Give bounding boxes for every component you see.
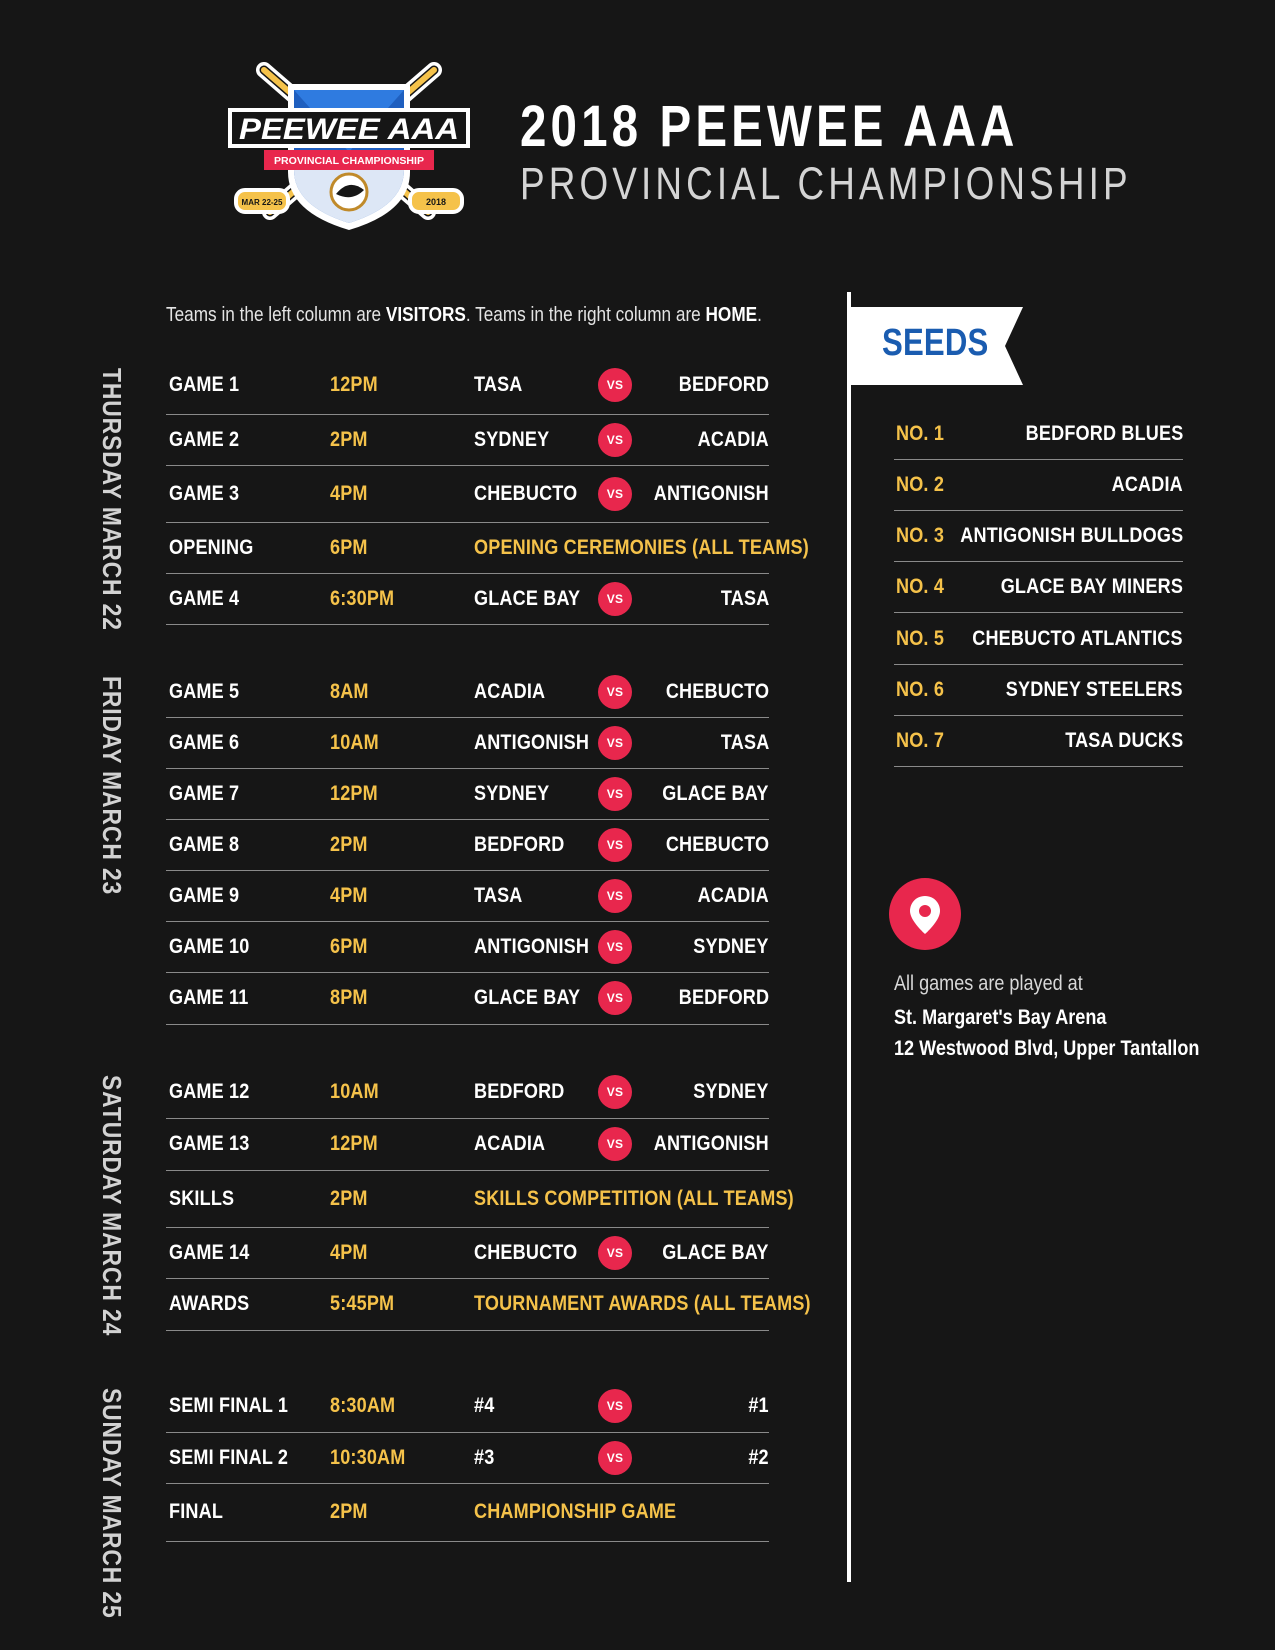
seed-team-text: ANTIGONISH BULLDOGS: [960, 523, 1183, 547]
svg-text:PROVINCIAL CHAMPIONSHIP: PROVINCIAL CHAMPIONSHIP: [274, 156, 425, 167]
event-label-text: SKILLS COMPETITION (ALL TEAMS): [474, 1186, 794, 1210]
visitor-team: [474, 1394, 498, 1418]
game-label-text: GAME 6: [169, 730, 240, 754]
game-label-text: GAME 9: [169, 883, 240, 907]
game-time-text: 4PM: [330, 883, 368, 907]
event-label: [474, 1500, 709, 1524]
page-subtitle: PROVINCIAL CHAMPIONSHIP: [520, 158, 1132, 209]
game-label: [169, 1187, 245, 1211]
visitor-team: [474, 1132, 557, 1156]
game-label: [169, 680, 251, 704]
home-team-text: ANTIGONISH: [653, 481, 769, 505]
vs-badge: VS: [598, 1389, 632, 1423]
vs-badge: VS: [598, 1236, 632, 1270]
game-label-text: SKILLS: [169, 1186, 235, 1210]
day-label: SATURDAY MARCH 24: [97, 1075, 127, 1337]
seed-team: [977, 678, 1183, 702]
seed-number-text: NO. 6: [896, 677, 945, 701]
svg-text:MAR 22-25: MAR 22-25: [241, 198, 283, 207]
home-team: [645, 1241, 769, 1265]
game-label-text: GAME 14: [169, 1240, 250, 1264]
game-time: [330, 1292, 405, 1316]
visitor-team: [474, 782, 562, 806]
home-team-text: BEDFORD: [678, 986, 769, 1009]
home-team: [645, 782, 769, 806]
home-team: [686, 884, 769, 908]
vs-badge: VS: [598, 368, 632, 402]
game-label-text: GAME 3: [169, 481, 240, 505]
home-team: [664, 986, 769, 1010]
game-time: [330, 1446, 418, 1470]
game-time: [330, 731, 387, 755]
game-label: [169, 833, 251, 857]
seed-row: [894, 715, 1183, 767]
visitor-team-text: GLACE BAY: [474, 586, 581, 610]
game-time-text: 10AM: [330, 1080, 379, 1103]
home-team-text: CHEBUCTO: [665, 832, 769, 856]
home-team-text: ANTIGONISH: [653, 1132, 769, 1155]
intro-text-2: . Teams in the right column are: [465, 304, 706, 326]
visitor-team: [474, 833, 579, 857]
game-label: [169, 1241, 263, 1265]
vs-badge: VS: [598, 423, 632, 457]
home-team: [635, 1132, 769, 1156]
home-team: [649, 833, 769, 857]
visitor-team: [474, 680, 557, 704]
game-label-text: SEMI FINAL 1: [169, 1394, 289, 1417]
seed-team-text: ACADIA: [1111, 472, 1183, 496]
day-label: SUNDAY MARCH 25: [97, 1388, 127, 1619]
schedule-row: [166, 666, 769, 718]
game-label: [169, 935, 263, 959]
seed-number: [896, 422, 952, 446]
seed-team: [924, 524, 1183, 548]
tournament-logo: [228, 62, 470, 234]
seed-number-text: NO. 2: [896, 472, 945, 496]
game-time-text: 2PM: [330, 1500, 368, 1523]
schedule-row: [166, 972, 769, 1025]
seed-number: [896, 729, 952, 753]
game-label-text: OPENING: [169, 535, 254, 559]
home-team-text: GLACE BAY: [662, 781, 769, 805]
seed-team-text: SYDNEY STEELERS: [1006, 677, 1183, 701]
game-label: [169, 373, 251, 397]
home-team: [681, 1080, 769, 1104]
game-time-text: 2PM: [330, 832, 368, 856]
game-time: [330, 1187, 374, 1211]
game-label-text: GAME 1: [169, 373, 240, 396]
visitor-team-text: CHEBUCTO: [474, 1240, 578, 1264]
game-time: [330, 587, 405, 611]
visitor-team-text: BEDFORD: [474, 1080, 565, 1103]
game-label: [169, 1500, 232, 1524]
game-time-text: 6PM: [330, 535, 368, 559]
visitor-team: [474, 428, 562, 452]
vs-badge: VS: [598, 777, 632, 811]
vs-badge: VS: [598, 675, 632, 709]
game-time-text: 5:45PM: [330, 1292, 395, 1315]
seeds-title: SEEDS: [882, 322, 989, 364]
game-time-text: 6:30PM: [330, 586, 395, 610]
visitor-team-text: SYDNEY: [474, 427, 550, 451]
visitor-team-text: ANTIGONISH: [474, 934, 590, 958]
game-label: [169, 428, 251, 452]
game-label-text: GAME 8: [169, 832, 240, 856]
visitor-team: [474, 884, 530, 908]
seed-team-text: GLACE BAY MINERS: [1000, 574, 1183, 598]
game-time: [330, 1241, 374, 1265]
game-label: [169, 731, 251, 755]
home-team: [745, 1394, 769, 1418]
seed-team-text: BEDFORD BLUES: [1025, 421, 1183, 445]
home-team-text: #1: [748, 1394, 769, 1417]
schedule-row: [166, 522, 809, 574]
game-time-text: 2PM: [330, 1186, 368, 1210]
schedule-row: [166, 1118, 769, 1171]
seed-row: [894, 510, 1183, 562]
schedule-row: [166, 414, 769, 466]
seed-number-text: NO. 5: [896, 626, 945, 650]
schedule-row: [166, 921, 769, 973]
game-label-text: GAME 11: [169, 986, 249, 1009]
event-label-text: OPENING CEREMONIES (ALL TEAMS): [474, 535, 809, 559]
location-pin-icon: [889, 878, 961, 950]
game-label-text: FINAL: [169, 1500, 224, 1523]
vs-badge: VS: [598, 1127, 632, 1161]
game-label: [169, 884, 251, 908]
game-time: [330, 536, 374, 560]
column-divider: [847, 292, 851, 1582]
seed-team: [1046, 729, 1183, 753]
game-label: [169, 1080, 263, 1104]
seed-team-text: CHEBUCTO ATLANTICS: [972, 626, 1183, 650]
game-label: [169, 482, 251, 506]
intro-text-3: .: [757, 304, 762, 326]
home-team-text: BEDFORD: [678, 373, 769, 396]
home-team-text: SYDNEY: [693, 1080, 769, 1103]
vs-badge: VS: [598, 879, 632, 913]
vs-badge: VS: [598, 477, 632, 511]
visitor-team: [474, 1241, 594, 1265]
home-team-text: ACADIA: [697, 427, 769, 451]
schedule-row: [166, 870, 769, 922]
visitor-team-text: TASA: [474, 883, 523, 907]
game-label: [169, 587, 251, 611]
game-label: [169, 986, 261, 1010]
game-time: [330, 935, 374, 959]
game-time-text: 8:30AM: [330, 1394, 396, 1417]
schedule-row: [166, 768, 769, 820]
intro-visitors: VISITORS: [385, 304, 466, 326]
visitor-team-text: #4: [474, 1394, 495, 1417]
game-time: [330, 373, 386, 397]
game-time-text: 12PM: [330, 1132, 378, 1155]
home-team-text: GLACE BAY: [662, 1240, 769, 1264]
venue-name: St. Margaret's Bay Arena: [894, 1006, 1107, 1029]
home-team: [649, 680, 769, 704]
game-label-text: GAME 5: [169, 679, 240, 703]
visitor-team-text: #3: [474, 1445, 495, 1469]
seed-number: [896, 473, 952, 497]
home-team: [635, 482, 769, 506]
visitor-team-text: GLACE BAY: [474, 986, 581, 1009]
day-label: THURSDAY MARCH 22: [97, 368, 127, 631]
home-team: [681, 935, 769, 959]
schedule-row: [166, 1278, 811, 1331]
header: [520, 96, 1266, 210]
vs-badge: VS: [598, 828, 632, 862]
schedule-row: [166, 573, 769, 625]
seed-number-text: NO. 1: [896, 421, 945, 445]
game-time: [330, 428, 374, 452]
game-time: [330, 833, 374, 857]
game-time-text: 10AM: [330, 730, 379, 754]
home-team: [713, 731, 769, 755]
intro-home: HOME: [705, 304, 758, 326]
intro-text-1: Teams in the left column are: [166, 304, 386, 326]
visitor-team: [474, 935, 608, 959]
game-label: [169, 782, 251, 806]
day-label: FRIDAY MARCH 23: [97, 676, 127, 896]
seed-row: [894, 613, 1183, 665]
game-label-text: SEMI FINAL 2: [169, 1445, 289, 1469]
schedule-row: [166, 1170, 794, 1228]
visitor-team-text: ACADIA: [474, 1132, 546, 1155]
page-title: 2018 PEEWEE AAA: [520, 94, 1019, 159]
home-team-text: #2: [748, 1445, 769, 1469]
vs-badge: VS: [598, 582, 632, 616]
seed-team: [1000, 422, 1183, 446]
schedule-row: [166, 356, 769, 415]
vs-badge: VS: [598, 726, 632, 760]
home-team-text: TASA: [720, 586, 769, 610]
visitor-team: [474, 587, 598, 611]
visitor-team-text: CHEBUCTO: [474, 481, 578, 505]
game-label-text: GAME 13: [169, 1132, 250, 1155]
vs-badge: VS: [598, 930, 632, 964]
visitor-team-text: ACADIA: [474, 679, 546, 703]
event-label: [474, 1187, 846, 1211]
game-label-text: AWARDS: [169, 1292, 250, 1315]
game-time-text: 8AM: [330, 679, 369, 703]
visitor-team: [474, 482, 594, 506]
home-team-text: CHEBUCTO: [665, 679, 769, 703]
game-label-text: GAME 2: [169, 427, 240, 451]
visitor-team-text: TASA: [474, 373, 523, 396]
game-label: [169, 1394, 308, 1418]
seed-row: [894, 664, 1183, 716]
seed-team: [971, 575, 1183, 599]
vs-badge: VS: [598, 1075, 632, 1109]
game-time: [330, 1394, 406, 1418]
seed-team: [938, 627, 1183, 651]
svg-text:2018: 2018: [425, 197, 447, 207]
game-time-text: 8PM: [330, 986, 368, 1009]
visitor-team-text: SYDNEY: [474, 781, 550, 805]
seed-number: [896, 678, 952, 702]
venue-address: 12 Westwood Blvd, Upper Tantallon: [894, 1037, 1200, 1060]
schedule-row: [166, 819, 769, 871]
venue-intro: All games are played at: [894, 972, 1083, 995]
game-time-text: 2PM: [330, 427, 368, 451]
visitor-team: [474, 373, 530, 397]
game-time: [330, 1132, 386, 1156]
home-team-text: ACADIA: [697, 883, 769, 907]
home-team-text: TASA: [720, 730, 769, 754]
game-time-text: 4PM: [330, 481, 368, 505]
seed-number-text: NO. 4: [896, 574, 945, 598]
game-time: [330, 680, 375, 704]
game-label: [169, 1292, 262, 1316]
schedule-intro: [166, 304, 762, 327]
visitor-team: [474, 1446, 498, 1470]
game-time: [330, 1500, 374, 1524]
schedule-row: [166, 1227, 769, 1279]
home-team: [745, 1446, 769, 1470]
game-time: [330, 884, 374, 908]
game-label-text: GAME 12: [169, 1080, 250, 1103]
seed-row: [894, 561, 1183, 613]
visitor-team: [474, 731, 608, 755]
visitor-team: [474, 986, 598, 1010]
game-time: [330, 1080, 387, 1104]
schedule-row: [166, 1066, 769, 1119]
seed-team-text: TASA DUCKS: [1064, 728, 1183, 752]
seed-row: [894, 408, 1183, 460]
svg-text:PEEWEE AAA: PEEWEE AAA: [239, 113, 459, 146]
game-time: [330, 986, 374, 1010]
visitor-team: [474, 1080, 579, 1104]
vs-badge: VS: [598, 981, 632, 1015]
game-time: [330, 482, 374, 506]
game-time-text: 4PM: [330, 1240, 368, 1264]
schedule-row: [166, 465, 769, 523]
game-label-text: GAME 7: [169, 781, 240, 805]
seed-team: [1100, 473, 1183, 497]
event-label-text: TOURNAMENT AWARDS (ALL TEAMS): [474, 1292, 811, 1315]
seed-number: [896, 575, 952, 599]
game-label-text: GAME 10: [169, 934, 250, 958]
seed-number-text: NO. 3: [896, 523, 945, 547]
seed-row: [894, 459, 1183, 511]
schedule-row: [166, 1483, 769, 1542]
game-time-text: 12PM: [330, 781, 378, 805]
event-label: [474, 536, 863, 560]
game-label: [169, 1446, 308, 1470]
home-team: [686, 428, 769, 452]
schedule-row: [166, 717, 769, 769]
game-label-text: GAME 4: [169, 586, 240, 610]
event-label: [474, 1292, 866, 1316]
schedule-row: [166, 1432, 769, 1484]
game-time-text: 12PM: [330, 373, 378, 396]
home-team: [713, 587, 769, 611]
home-team: [664, 373, 769, 397]
game-time-text: 6PM: [330, 934, 368, 958]
game-time: [330, 782, 386, 806]
game-time-text: 10:30AM: [330, 1445, 406, 1469]
game-label: [169, 536, 267, 560]
game-label: [169, 1132, 263, 1156]
visitor-team-text: BEDFORD: [474, 832, 565, 856]
home-team-text: SYDNEY: [693, 934, 769, 958]
seed-number-text: NO. 7: [896, 728, 945, 752]
vs-badge: VS: [598, 1441, 632, 1475]
schedule-row: [166, 1380, 769, 1433]
event-label-text: CHAMPIONSHIP GAME: [474, 1500, 677, 1523]
visitor-team-text: ANTIGONISH: [474, 730, 590, 754]
